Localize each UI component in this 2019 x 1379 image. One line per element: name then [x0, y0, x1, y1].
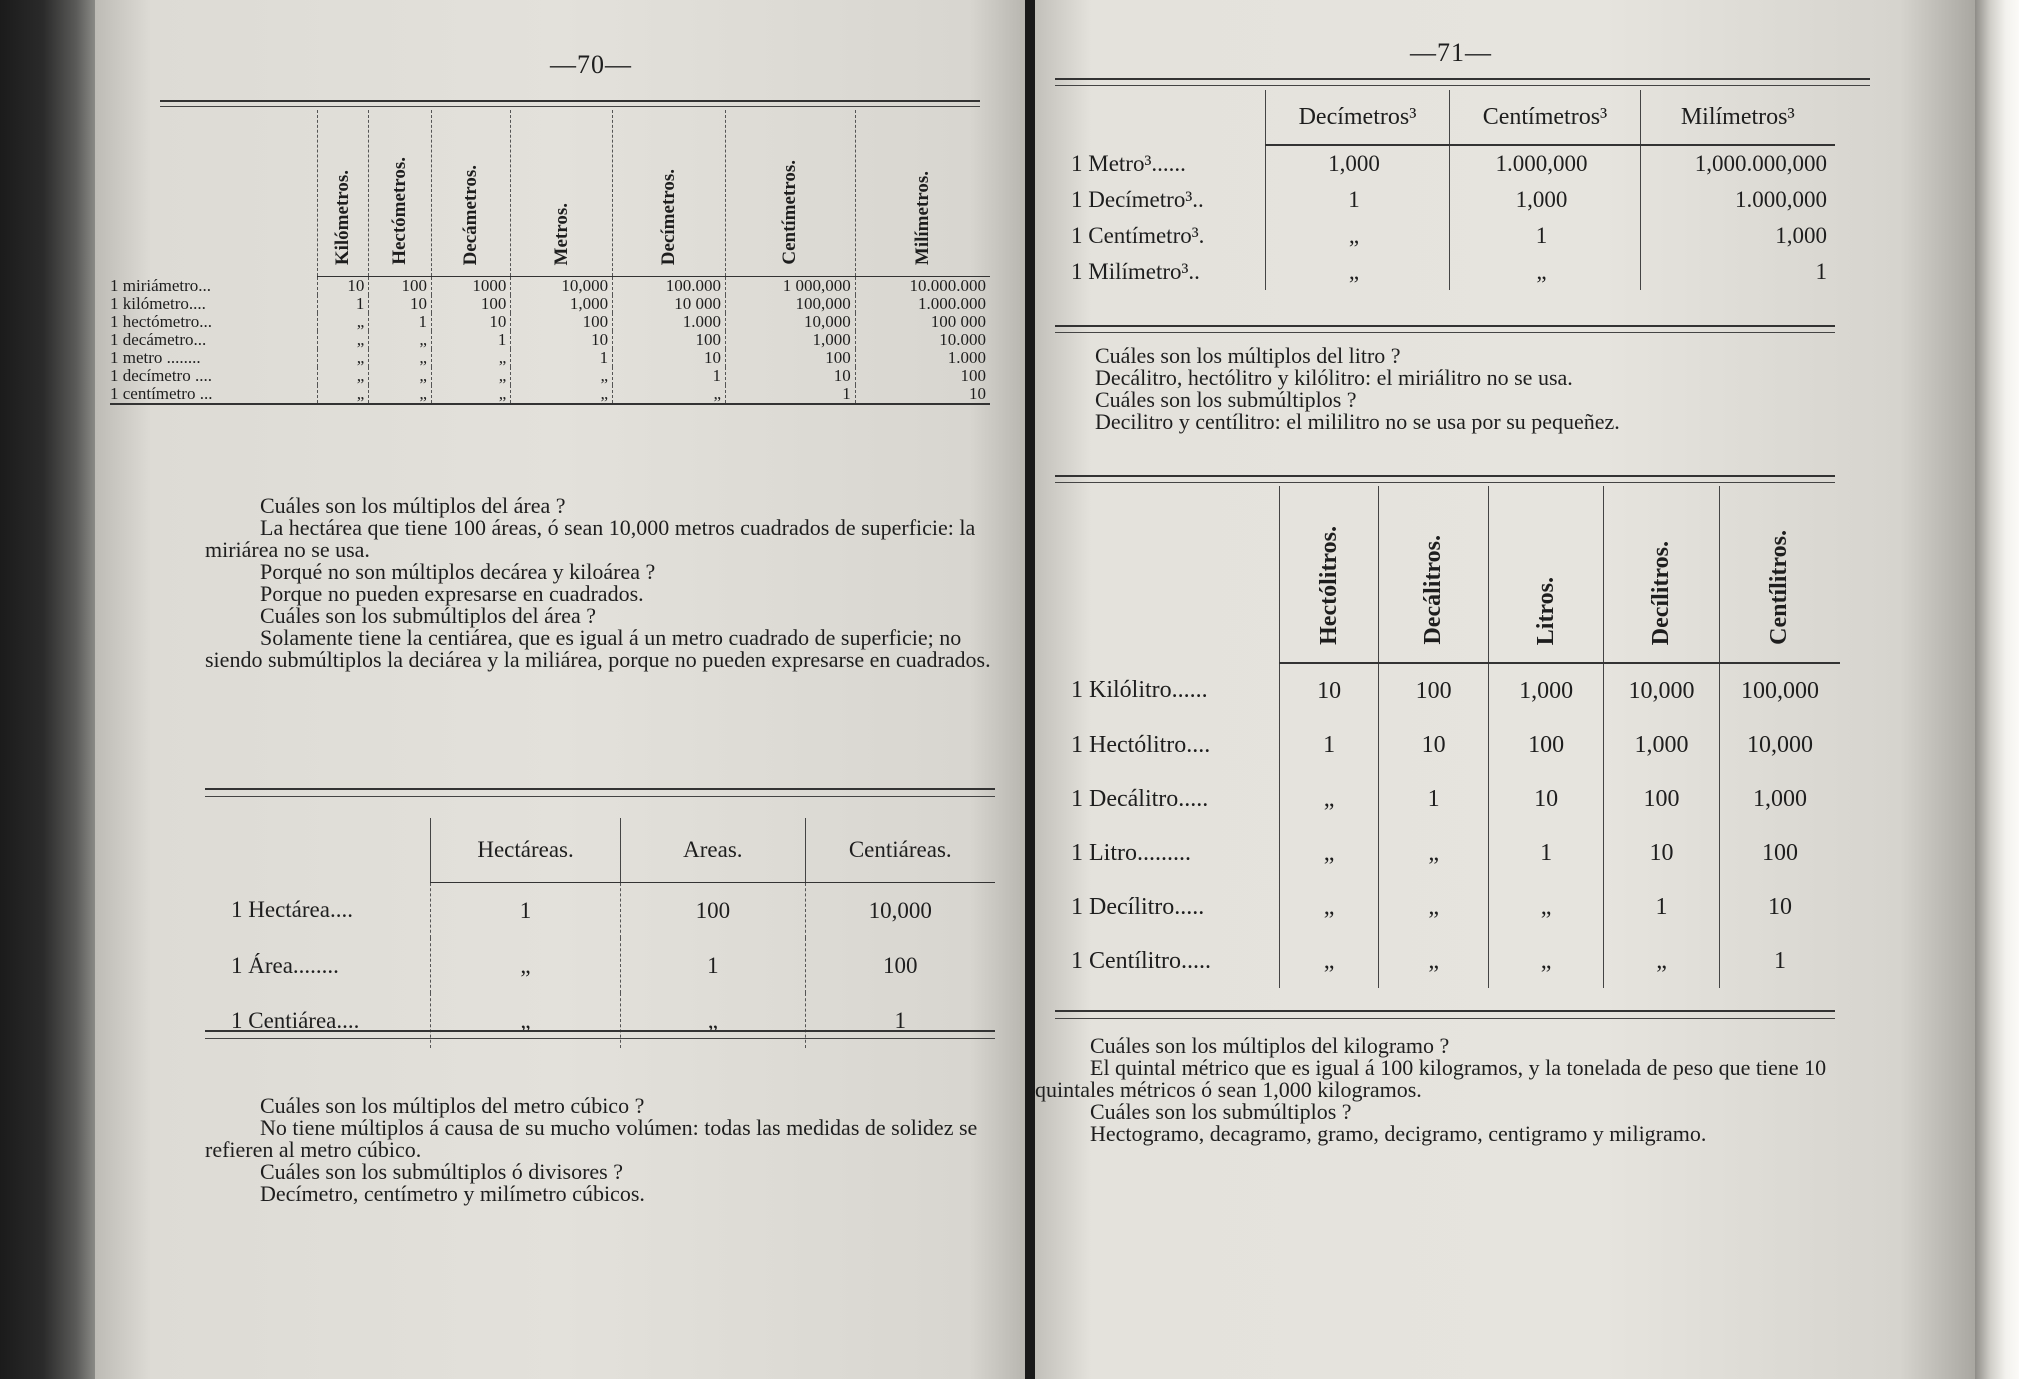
cell: 1 [613, 367, 726, 385]
cell: „ [431, 367, 510, 385]
col-header-centimetros: Centímetros. [725, 110, 855, 277]
cell: „ [317, 331, 368, 349]
col-header-areas: Areas. [621, 818, 805, 883]
answer-kilogram-submultiples: Hectogramo, decagramo, gramo, decigramo, centigramo y miligramo. [1090, 1121, 1707, 1146]
question-liter-multiples: Cuáles son los múltiplos del litro ? [1095, 343, 1401, 368]
cell: 100 [1719, 826, 1840, 880]
cell: 10,000 [511, 277, 613, 296]
length-row-centimetro [110, 385, 990, 404]
cell: 10 [725, 367, 855, 385]
row-label: 1 Litro......... [1071, 839, 1191, 866]
cell: 100 [621, 883, 805, 939]
cell: 100 [855, 367, 990, 385]
col-header-litros: Litros. [1488, 486, 1603, 663]
row-label-header [1070, 486, 1279, 663]
cell: 1 [1488, 826, 1603, 880]
cell: 1,000 [1719, 772, 1840, 826]
length-row-decimetro [110, 367, 990, 385]
cell: 10 [1379, 718, 1489, 772]
cell: 1 [805, 993, 995, 1048]
cell: 1.000 [855, 349, 990, 367]
cell: 10 [1279, 663, 1379, 718]
cell: 10 [431, 313, 510, 331]
cell: 10,000 [1604, 663, 1720, 718]
capacity-table-header [1070, 486, 1840, 663]
row-label: 1 hectómetro... [110, 312, 212, 331]
kilogram-questions [1035, 1035, 1845, 1145]
area-units-table [230, 818, 995, 1048]
question-kilogram-submultiples: Cuáles son los submúltiplos ? [1090, 1099, 1352, 1124]
row-label: 1 Centímetro³. [1071, 223, 1205, 248]
col-header-milimetros: Milímetros. [855, 110, 990, 277]
cubic-table-bottom-rule [1055, 325, 1835, 327]
book-spine [0, 0, 95, 1379]
cell: 100 [511, 313, 613, 331]
cell: 1 [1719, 934, 1840, 988]
cell: 100 [1379, 663, 1489, 718]
cell: 100 [369, 277, 432, 296]
row-label: 1 Decílitro..... [1071, 893, 1205, 920]
cell: „ [621, 993, 805, 1048]
col-header-milimetros-cubicos: Milímetros³ [1640, 90, 1835, 145]
cubic-units-table [1070, 90, 1835, 290]
capacity-table-rule-thin [1055, 482, 1835, 483]
cell: 100 [805, 938, 995, 993]
row-label: 1 kilómetro.... [110, 294, 206, 313]
cell: „ [1379, 934, 1489, 988]
length-units-table [110, 110, 990, 405]
col-header-decimetros-cubicos: Decímetros³ [1265, 90, 1450, 145]
row-label: 1 Milímetro³.. [1071, 259, 1200, 284]
area-questions [205, 495, 995, 671]
cell: 10,000 [1719, 718, 1840, 772]
cell: 1,000 [1265, 145, 1450, 182]
area-table-rule-thin [205, 796, 995, 797]
cell: 10 [1604, 826, 1720, 880]
cell: 1.000,000 [1640, 182, 1835, 218]
cell: „ [317, 385, 368, 404]
cell: 1000 [431, 277, 510, 296]
cell: „ [369, 349, 432, 367]
cell: 10.000.000 [855, 277, 990, 296]
answer-liter-multiples: Decálitro, hectólitro y kilólitro: el miriálitro no se usa. [1095, 365, 1573, 390]
length-row-decametro [110, 331, 990, 349]
capacity-row-hectolitro [1070, 718, 1840, 772]
capacity-row-kilolitro [1070, 663, 1840, 718]
cell: 1,000 [511, 295, 613, 313]
cell: 10 [369, 295, 432, 313]
col-header-centiareas: Centiáreas. [805, 818, 995, 883]
cell: 10 [613, 349, 726, 367]
col-header-centimetros-cubicos: Centímetros³ [1450, 90, 1640, 145]
area-table-bottom-rule [205, 1030, 995, 1032]
cell: 1 [1604, 880, 1720, 934]
row-label: 1 Decálitro..... [1071, 785, 1209, 812]
cell: 1 [430, 883, 620, 939]
col-header-hectareas: Hectáreas. [430, 818, 620, 883]
cell: „ [511, 385, 613, 404]
cell: 1 [1279, 718, 1379, 772]
cubic-table-header [1070, 90, 1835, 145]
answer-cuadrados: Porque no pueden expresarse en cuadrados. [260, 581, 644, 606]
top-rule-thin [1055, 85, 1870, 86]
row-label: 1 centímetro ... [110, 385, 317, 404]
area-row-centiarea [230, 993, 995, 1048]
cell: 1 [1379, 772, 1489, 826]
cell: 100,000 [725, 295, 855, 313]
cell: 100,000 [1719, 663, 1840, 718]
cell: 100 [725, 349, 855, 367]
cell: „ [511, 367, 613, 385]
row-label: 1 Centílitro..... [1071, 947, 1211, 974]
col-header-decilitros: Decílitros. [1604, 486, 1720, 663]
col-header-decalitros: Decálitros. [1379, 486, 1489, 663]
cell: 1 [1450, 218, 1640, 254]
row-label: 1 Área........ [231, 952, 339, 978]
question-cubic-submultiples: Cuáles son los submúltiplos ó divisores ? [260, 1159, 623, 1184]
top-rule [1055, 78, 1870, 80]
cubic-row-milimetro [1070, 254, 1835, 290]
cell: „ [613, 385, 726, 404]
length-row-hectometro [110, 313, 990, 331]
cell: „ [369, 331, 432, 349]
cell: „ [317, 313, 368, 331]
cubic-row-centimetro [1070, 218, 1835, 254]
top-rule [160, 100, 980, 102]
row-label: 1 Hectárea.... [231, 897, 353, 923]
cell: 1 [369, 313, 432, 331]
cell: 10 [1719, 880, 1840, 934]
page-number-70: —70— [550, 50, 632, 79]
cell: 1 [621, 938, 805, 993]
row-label: 1 Centiárea.... [231, 1007, 360, 1033]
cell: „ [369, 385, 432, 404]
col-header-hectolitros: Hectólitros. [1279, 486, 1379, 663]
row-label-header [230, 818, 430, 883]
capacity-units-table [1070, 486, 1840, 988]
cell: „ [1488, 934, 1603, 988]
page-number-71: —71— [1410, 38, 1492, 67]
cell: 10,000 [725, 313, 855, 331]
cell: 10 [317, 277, 368, 296]
cubic-table-bottom-rule-thin [1055, 332, 1835, 333]
cell: 1 [1265, 182, 1450, 218]
capacity-table-bottom-rule-thin [1055, 1018, 1835, 1019]
question-decarea: Porqué no son múltiplos decárea y kiloárea ? [260, 559, 656, 584]
answer-kilogram-multiples: El quintal métrico que es igual á 100 kilogramos, y la tonelada de peso que tiene 10 quintales métricos ó sean 1,000 kilogramos. [1035, 1055, 1827, 1102]
area-row-hectarea [230, 883, 995, 939]
cell: 100 [431, 295, 510, 313]
col-header-metros: Metros. [511, 110, 613, 277]
cell: „ [1379, 826, 1489, 880]
cell: 1 [725, 385, 855, 404]
cubic-row-decimetro [1070, 182, 1835, 218]
cell: 1 [511, 349, 613, 367]
cell: „ [1279, 826, 1379, 880]
cell: „ [369, 367, 432, 385]
cubic-row-metro [1070, 145, 1835, 182]
answer-cubic-multiples: No tiene múltiplos á causa de su mucho volúmen: todas las medidas de solidez se refieren al metro cúbico. [205, 1115, 978, 1162]
question-area-multiples: Cuáles son los múltiplos del área ? [260, 493, 566, 518]
area-row-area [230, 938, 995, 993]
cell: „ [430, 938, 620, 993]
col-header-kilometros: Kilómetros. [317, 110, 368, 277]
length-row-metro [110, 349, 990, 367]
book-gutter [1025, 0, 1035, 1379]
capacity-table-rule [1055, 475, 1835, 477]
cell: 10,000 [805, 883, 995, 939]
question-cubic-multiples: Cuáles son los múltiplos del metro cúbico ? [260, 1093, 645, 1118]
col-header-decimetros: Decímetros. [613, 110, 726, 277]
area-table-header [230, 818, 995, 883]
length-row-kilometro [110, 295, 990, 313]
cell: 10 [511, 331, 613, 349]
row-label: 1 Metro³...... [1071, 150, 1186, 176]
cell: 100 [1604, 772, 1720, 826]
col-header-centilitros: Centílitros. [1719, 486, 1840, 663]
cell: 1.000.000 [855, 295, 990, 313]
liter-questions [1040, 345, 1840, 433]
capacity-row-decalitro [1070, 772, 1840, 826]
answer-cubic-submultiples: Decímetro, centímetro y milímetro cúbicos. [260, 1181, 645, 1206]
cell: 1 [317, 295, 368, 313]
row-label: 1 miriámetro... [110, 275, 212, 295]
cell: 1,000.000,000 [1640, 145, 1835, 182]
answer-centiarea: Solamente tiene la centiárea, que es igual á un metro cuadrado de superficie; no siendo submúltiplos la deciárea y la miliárea, porque no pueden expresarse en cuadrados. [205, 625, 991, 672]
col-header-hectometros: Hectómetros. [369, 110, 432, 277]
row-label-header [110, 110, 317, 277]
capacity-row-decilitro [1070, 880, 1840, 934]
answer-liter-submultiples: Decilitro y centílitro: el mililitro no se usa por su pequeñez. [1095, 409, 1620, 434]
top-rule-thin [160, 106, 980, 107]
cell: „ [317, 367, 368, 385]
cell: 100 000 [855, 313, 990, 331]
cell: „ [431, 385, 510, 404]
cell: „ [1379, 880, 1489, 934]
length-table-header [110, 110, 990, 277]
area-table-rule [205, 788, 995, 790]
cell: 100 [1488, 718, 1603, 772]
cell: 100 [613, 331, 726, 349]
cell: 1 [1640, 254, 1835, 290]
capacity-row-centilitro [1070, 934, 1840, 988]
question-area-submultiples: Cuáles son los submúltiplos del área ? [260, 603, 597, 628]
cell: „ [1279, 880, 1379, 934]
cell: „ [1604, 934, 1720, 988]
cell: 1.000,000 [1450, 145, 1640, 182]
row-label: 1 metro ........ [110, 348, 201, 367]
cubic-questions [205, 1095, 1005, 1205]
row-label-header [1070, 90, 1265, 145]
row-label: 1 Decímetro³.. [1071, 187, 1204, 212]
cell: 1,000 [1450, 182, 1640, 218]
area-table-bottom-rule-thin [205, 1038, 995, 1039]
cell: 1.000 [613, 313, 726, 331]
row-label: 1 decámetro... [110, 330, 207, 349]
cell: „ [1279, 772, 1379, 826]
cell: 1,000 [725, 331, 855, 349]
cell: „ [430, 993, 620, 1048]
length-row-miriametro [110, 277, 990, 296]
cell: 10 [855, 385, 990, 404]
cell: 10 000 [613, 295, 726, 313]
capacity-row-litro [1070, 826, 1840, 880]
cell: „ [1265, 254, 1450, 290]
cell: 10.000 [855, 331, 990, 349]
cell: 10 [1488, 772, 1603, 826]
cell: „ [1450, 254, 1640, 290]
answer-hectarea: La hectárea que tiene 100 áreas, ó sean 10,000 metros cuadrados de superficie: la miriárea no se usa. [205, 515, 976, 562]
cell: „ [1488, 880, 1603, 934]
row-label: 1 decímetro .... [110, 366, 212, 385]
row-label: 1 Hectólitro.... [1071, 731, 1211, 758]
question-liter-submultiples: Cuáles son los submúltiplos ? [1095, 387, 1357, 412]
cell: 1,000 [1604, 718, 1720, 772]
cell: 100.000 [613, 277, 726, 296]
row-label: 1 Kilólitro...... [1071, 677, 1208, 703]
col-header-decametros: Decámetros. [431, 110, 510, 277]
page-edge [1975, 0, 2019, 1379]
cell: 1 000,000 [725, 277, 855, 296]
cell: 1,000 [1488, 663, 1603, 718]
cell: „ [317, 349, 368, 367]
cell: 1 [431, 331, 510, 349]
cell: „ [431, 349, 510, 367]
capacity-table-bottom-rule [1055, 1010, 1835, 1012]
question-kilogram-multiples: Cuáles son los múltiplos del kilogramo ? [1090, 1033, 1450, 1058]
cell: „ [1265, 218, 1450, 254]
cell: „ [1279, 934, 1379, 988]
cell: 1,000 [1640, 218, 1835, 254]
